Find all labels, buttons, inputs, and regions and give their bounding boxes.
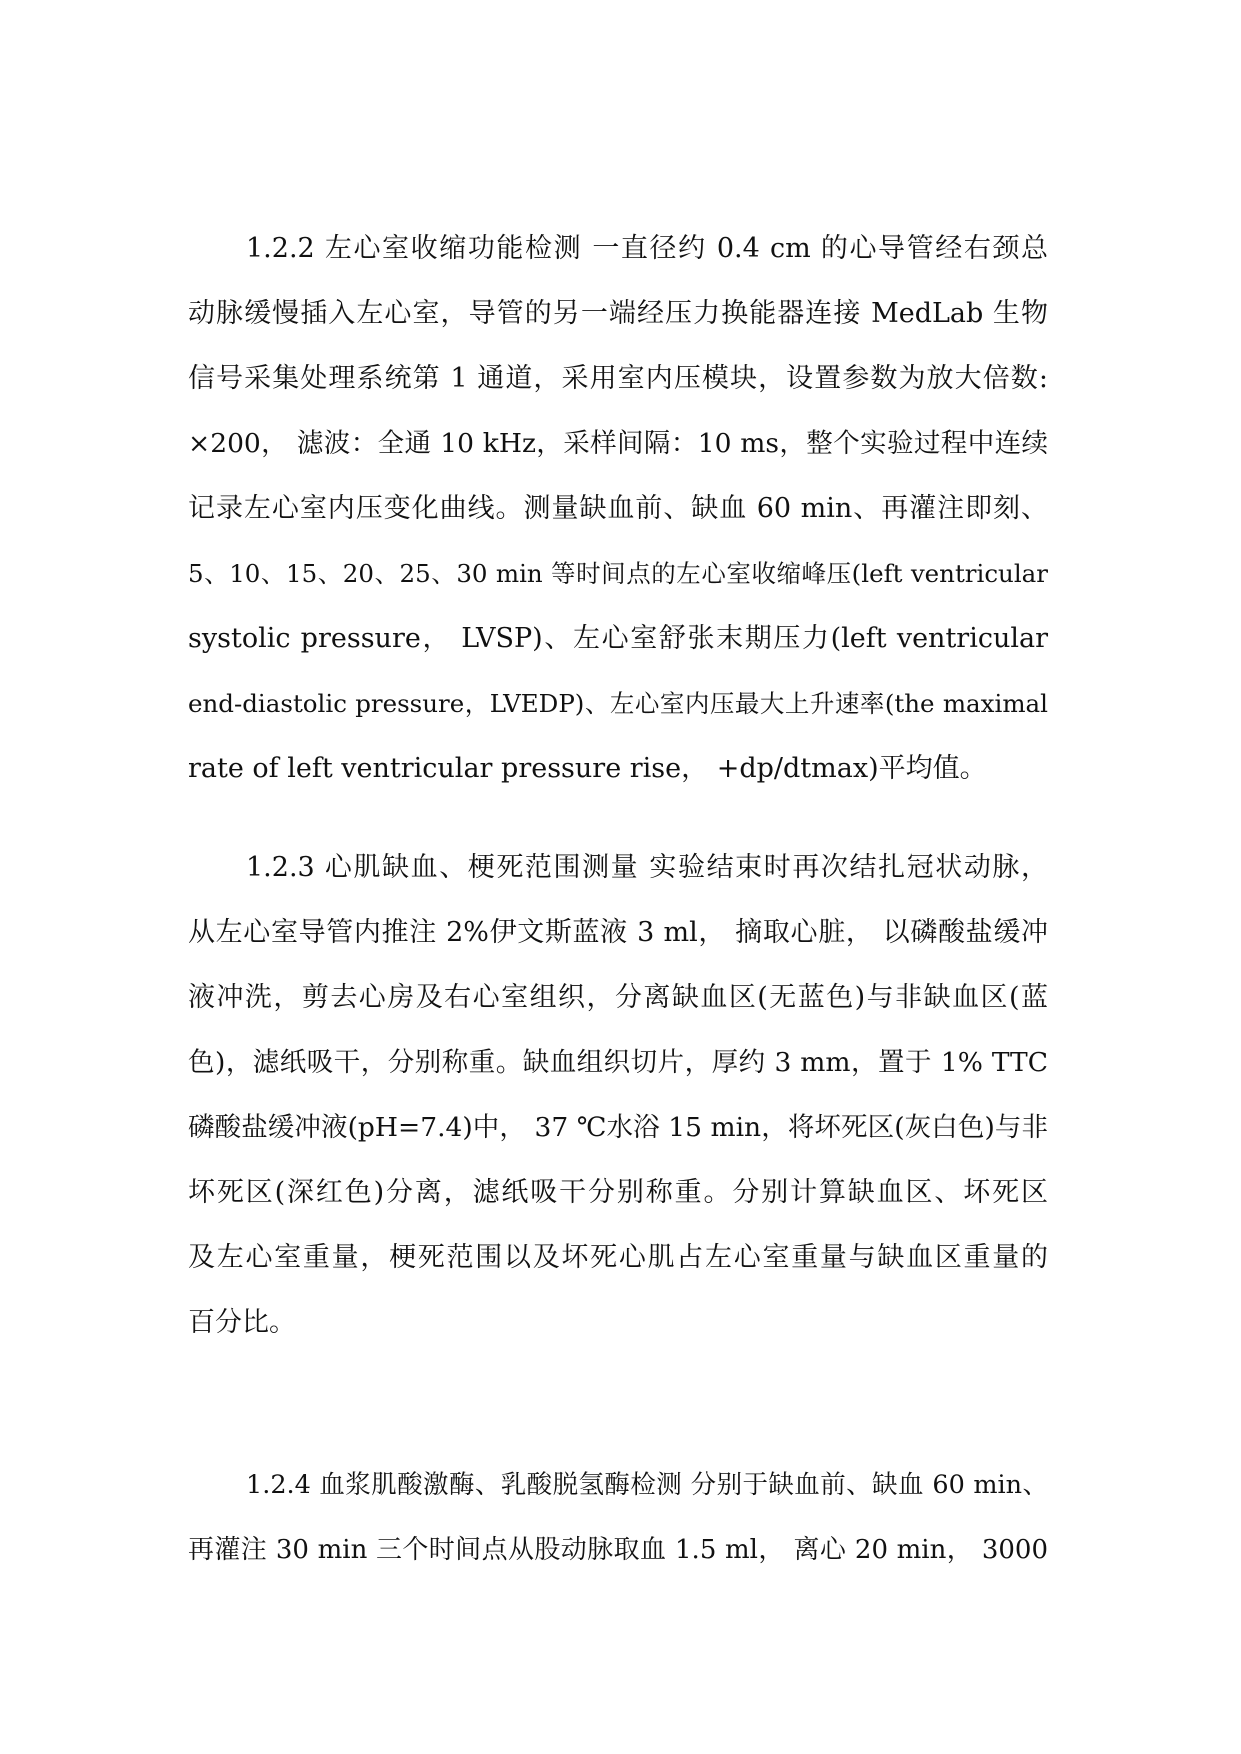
paragraph-line: 坏死区(深红色)分离，滤纸吸干分别称重。分别计算缺血区、坏死区 — [188, 1177, 1048, 1208]
paragraph-line: 5、10、15、20、25、30 min 等时间点的左心室收缩峰压(left ventricular — [188, 559, 1048, 588]
paragraph-line: 1.2.3 心肌缺血、梗死范围测量 实验结束时再次结扎冠状动脉， — [246, 852, 1048, 883]
paragraph-line: 1.2.4 血浆肌酸激酶、乳酸脱氢酶检测 分别于缺血前、缺血 60 min、 — [246, 1470, 1048, 1500]
paragraph-line: 1.2.2 左心室收缩功能检测 一直径约 0.4 cm 的心导管经右颈总 — [246, 233, 1048, 264]
paragraph-line: ×200， 滤波：全通 10 kHz，采样间隔：10 ms，整个实验过程中连续 — [188, 428, 1048, 459]
section-plasma-enzymes — [188, 1453, 1048, 1583]
paragraph-line: 记录左心室内压变化曲线。测量缺血前、缺血 60 min、再灌注即刻、 — [188, 493, 1048, 524]
paragraph-line: 信号采集处理系统第 1 通道，采用室内压模块，设置参数为放大倍数: — [188, 363, 1048, 394]
paragraph-line: 色)，滤纸吸干，分别称重。缺血组织切片，厚约 3 mm，置于 1% TTC — [188, 1047, 1048, 1078]
paragraph-line: 及左心室重量，梗死范围以及坏死心肌占左心室重量与缺血区重量的 — [188, 1242, 1048, 1273]
paragraph-line: 百分比。 — [188, 1307, 296, 1338]
paragraph-line: end-diastolic pressure，LVEDP)、左心室内压最大上升速率(the maximal — [188, 689, 1048, 718]
paragraph-line: 磷酸盐缓冲液(pH=7.4)中， 37 ℃水浴 15 min，将坏死区(灰白色)与非 — [188, 1112, 1048, 1143]
paragraph-line: 再灌注 30 min 三个时间点从股动脉取血 1.5 ml， 离心 20 min， 3000 — [188, 1535, 1048, 1565]
section-lv-systolic-function — [188, 216, 1048, 801]
paragraph-line: 动脉缓慢插入左心室，导管的另一端经压力换能器连接 MedLab 生物 — [188, 298, 1048, 329]
section-infarct-size — [188, 835, 1048, 1355]
paragraph-line: rate of left ventricular pressure rise， +dp/dtmax)平均值。 — [188, 753, 987, 784]
paragraph-line: 液冲洗，剪去心房及右心室组织，分离缺血区(无蓝色)与非缺血区(蓝 — [188, 982, 1048, 1013]
paragraph-line: systolic pressure， LVSP)、左心室舒张末期压力(left ventricular — [188, 623, 1048, 654]
paragraph-line: 从左心室导管内推注 2%伊文斯蓝液 3 ml， 摘取心脏， 以磷酸盐缓冲 — [188, 917, 1048, 948]
